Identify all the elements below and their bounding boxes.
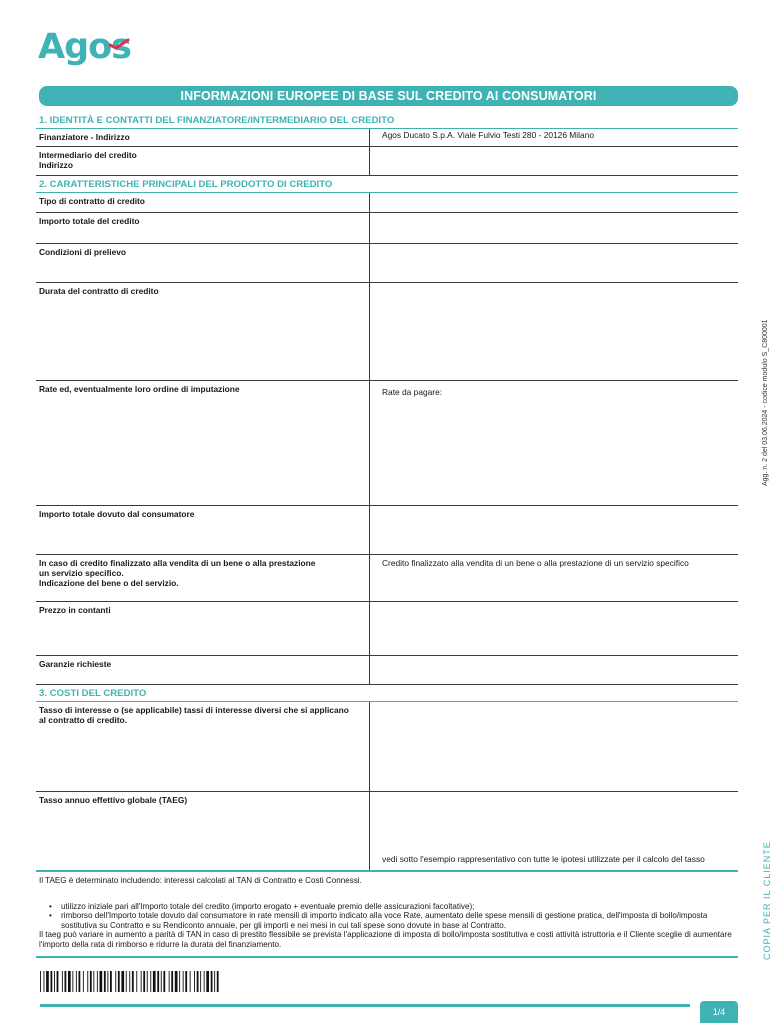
document-title: INFORMAZIONI EUROPEE DI BASE SUL CREDITO AI CONSUMATORI xyxy=(39,86,738,106)
finalizzato-value: Credito finalizzato alla vendita di un bene o alla prestazione di un servizio specifico xyxy=(382,558,689,568)
finalizzato-label-line1: In caso di credito finalizzato alla vendita di un bene o alla prestazione xyxy=(39,558,316,568)
taeg-intro: Il TAEG è determinato includendo: interessi calcolati al TAN di Contratto e Costi Connessi. xyxy=(39,876,362,885)
rate-value: Rate da pagare: xyxy=(382,387,443,397)
agos-logo xyxy=(38,26,148,68)
prezzo-contanti-label: Prezzo in contanti xyxy=(36,602,370,655)
row-rate xyxy=(36,381,738,506)
taeg-bullets xyxy=(39,902,738,931)
finalizzato-label-line3: Indicazione del bene o del servizio. xyxy=(39,578,179,588)
row-finalizzato xyxy=(36,555,738,602)
barcode xyxy=(40,971,220,992)
finalizzato-label-line2: un servizio specifico. xyxy=(39,568,124,578)
row-importo-dovuto xyxy=(36,506,738,555)
section-2-title: 2. CARATTERISTICHE PRINCIPALI DEL PRODOTTO DI CREDITO xyxy=(36,176,738,193)
row-finanziatore xyxy=(36,129,738,147)
section-1-title: 1. IDENTITÀ E CONTATTI DEL FINANZIATORE/INTERMEDIARIO DEL CREDITO xyxy=(36,112,738,129)
taeg-tail: Il taeg può variare in aumento a parità di TAN in caso di prestito flessibile se prevista l'applicazione di imposta di bollo/imposta sostitutiva e costi attività istruttoria e il Cliente sceglie di aumentare l'importo della rata di rimborso e ridurre la durata del finanziamento. xyxy=(39,930,732,949)
taeg-notes xyxy=(39,876,738,950)
intermediario-label xyxy=(36,147,370,175)
tasso-label-line2: al contratto di credito. xyxy=(39,715,127,725)
side-copy-label: COPIA PER IL CLIENTE xyxy=(762,841,772,960)
importo-credito-value[interactable] xyxy=(370,213,738,243)
row-garanzie xyxy=(36,656,738,685)
logo-text: Agos xyxy=(38,27,132,67)
finalizzato-label xyxy=(36,555,370,601)
taeg-bullet-2: • rimborso dell'Importo totale dovuto dal consumatore in rate mensili di importo indicato alla voce Rate, aumentato delle spese mensili di gestione pratica, dell'imposta di bollo/imposta sostitutiva su Contratto e su Rendiconto annuale, per gli importi e nei mesi in cui tali spese sono dovute in base al Contratto. xyxy=(49,911,738,930)
row-intermediario xyxy=(36,147,738,176)
taeg-label: Tasso annuo effettivo globale (TAEG) xyxy=(36,792,370,870)
row-prezzo-contanti xyxy=(36,602,738,656)
side-form-code: Agg. n. 2 del 03.06.2024 - codice modulo S_C800001 xyxy=(762,319,769,486)
row-importo-credito xyxy=(36,213,738,244)
row-durata xyxy=(36,283,738,381)
row-tipo-contratto xyxy=(36,193,738,213)
finanziatore-value: Agos Ducato S.p.A. Viale Fulvio Testi 280 - 20126 Milano xyxy=(382,130,594,140)
section-3-title: 3. COSTI DEL CREDITO xyxy=(36,685,738,702)
durata-value[interactable] xyxy=(370,283,738,380)
credit-info-form xyxy=(36,112,738,870)
tasso-label-line1: Tasso di interesse o (se applicabile) tassi di interesse diversi che si applicano xyxy=(39,705,349,715)
durata-label: Durata del contratto di credito xyxy=(36,283,370,380)
intermediario-label-line1: Intermediario del credito xyxy=(39,150,137,160)
divider-bottom xyxy=(36,956,738,958)
condizioni-prelievo-value[interactable] xyxy=(370,244,738,282)
importo-dovuto-value[interactable] xyxy=(370,506,738,554)
garanzie-label: Garanzie richieste xyxy=(36,656,370,684)
row-taeg xyxy=(36,792,738,870)
tipo-contratto-value[interactable] xyxy=(370,193,738,212)
intermediario-value[interactable] xyxy=(370,147,738,175)
prezzo-contanti-value[interactable] xyxy=(370,602,738,655)
row-tasso-interesse xyxy=(36,702,738,792)
importo-credito-label: Importo totale del credito xyxy=(36,213,370,243)
logo-check-icon xyxy=(108,38,130,50)
taeg-value-cell xyxy=(370,792,738,870)
tipo-contratto-label: Tipo di contratto di credito xyxy=(36,193,370,212)
finanziatore-label: Finanziatore - Indirizzo xyxy=(36,129,370,146)
taeg-bullet-1: • utilizzo iniziale pari all'Importo totale del credito (importo erogato + eventuale premio delle assicurazioni facoltative); xyxy=(49,902,738,912)
row-condizioni-prelievo xyxy=(36,244,738,283)
footer-line xyxy=(40,1004,690,1007)
intermediario-label-line2: Indirizzo xyxy=(39,160,73,170)
divider-top xyxy=(36,870,738,872)
importo-dovuto-label: Importo totale dovuto dal consumatore xyxy=(36,506,370,554)
tasso-interesse-value[interactable] xyxy=(370,702,738,791)
tasso-interesse-label xyxy=(36,702,370,791)
condizioni-prelievo-label: Condizioni di prelievo xyxy=(36,244,370,282)
page-number: 1/4 xyxy=(700,1001,738,1023)
garanzie-value[interactable] xyxy=(370,656,738,684)
taeg-note: vedi sotto l'esempio rappresentativo con tutte le ipotesi utilizzate per il calcolo del tasso xyxy=(382,854,705,864)
rate-label: Rate ed, eventualmente loro ordine di imputazione xyxy=(36,381,370,505)
